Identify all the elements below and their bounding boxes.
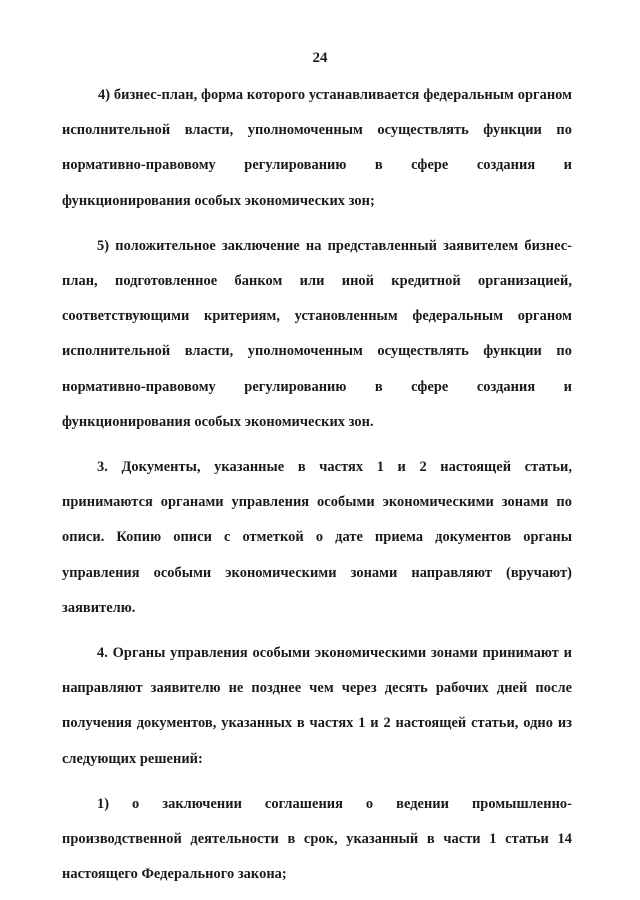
paragraph-business-plan: 4) бизнес-план, форма которого устанавливается федеральным органом исполнительной власти, уполномоченным осуществлять функции по нормативно-правовому регулированию в сфере создания и функционирования особых экономических зон; xyxy=(62,87,572,209)
paragraph-spacer xyxy=(62,777,572,787)
page-number: 24 xyxy=(312,50,328,66)
paragraph-agreement-conclusion: 1) о заключении соглашения о ведении промышленно-производственной деятельности в срок, указанный в части 1 статьи 14 настоящего Федерального закона; xyxy=(62,795,572,883)
paragraph-management-decisions: 4. Органы управления особыми экономическими зонами принимают и направляют заявителю не позднее чем через десять рабочих дней после получения документов, указанных в частях 1 и 2 настоящей статьи, одно из следующих решений: xyxy=(62,645,572,767)
paragraph-documents-acceptance: 3. Документы, указанные в частях 1 и 2 настоящей статьи, принимаются органами управления особыми экономическими зонами по описи. Копию описи с отметкой о дате приема документов органы управления особыми экономическими зонами направляют (вручают) заявителю. xyxy=(62,459,572,616)
paragraph-spacer xyxy=(62,219,572,229)
paragraph-spacer xyxy=(62,440,572,450)
document-body xyxy=(62,78,572,892)
paragraph-positive-conclusion: 5) положительное заключение на представленный заявителем бизнес-план, подготовленное банком или иной кредитной организацией, соответствующими критериям, установленным федеральным органом исполнительной власти, уполномоченным осуществлять функции по нормативно-правовому регулированию в сфере создания и функционирования особых экономических зон. xyxy=(62,237,572,430)
paragraph-spacer xyxy=(62,626,572,636)
